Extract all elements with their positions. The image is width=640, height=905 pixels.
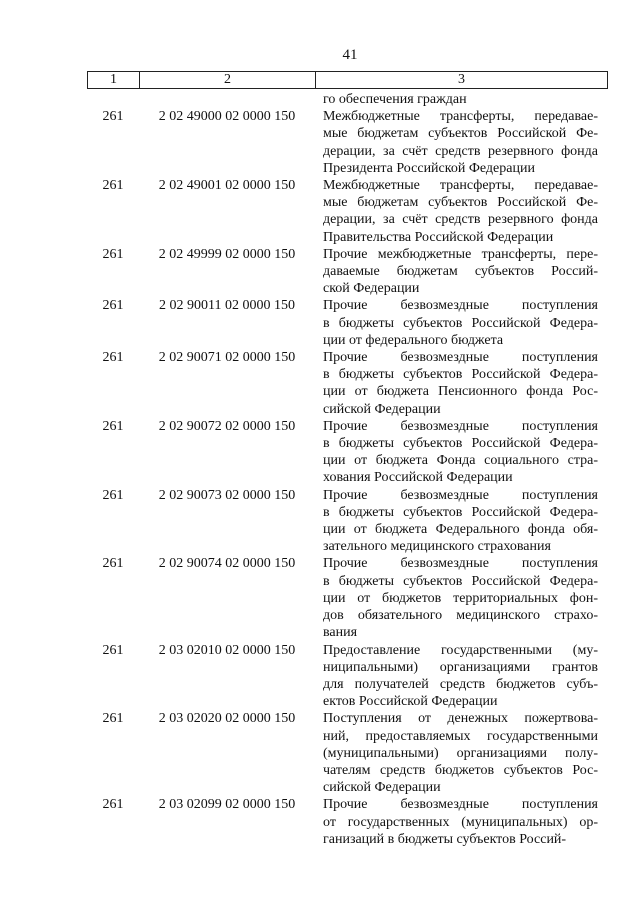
description-cell xyxy=(315,349,608,418)
admin-code-cell: 261 xyxy=(102,350,124,366)
description-line: Прочие безвозмездные поступления xyxy=(323,487,598,503)
table-body xyxy=(87,91,608,848)
description-line: (муниципальными) организациями полу- xyxy=(323,745,598,761)
description-cell xyxy=(315,796,608,848)
description-line: ниципальными) организациями грантов xyxy=(323,659,598,675)
description-line: дов обязательного медицинского страхо- xyxy=(323,608,598,624)
description-line: Прочие безвозмездные поступления xyxy=(323,418,598,434)
budget-code-cell: 2 02 90071 02 0000 150 xyxy=(158,350,296,366)
budget-code-cell: 2 03 02020 02 0000 150 xyxy=(158,711,296,727)
description-line: Прочие безвозмездные поступления xyxy=(323,298,598,314)
table-row xyxy=(87,246,608,298)
continuation-row xyxy=(87,91,608,108)
description-cell xyxy=(315,642,608,711)
description-line: ции от федерального бюджета xyxy=(323,332,504,348)
table-row xyxy=(87,418,608,487)
description-line: Межбюджетные трансферты, передавае- xyxy=(323,109,598,125)
description-line: Прочие межбюджетные трансферты, пере- xyxy=(323,246,598,262)
description-line: хования Российской Федерации xyxy=(323,470,513,486)
admin-code-cell: 261 xyxy=(102,246,124,262)
header-col-2: 2 xyxy=(140,72,316,88)
description-line: Президента Российской Федерации xyxy=(323,160,535,176)
description-line: ектов Российской Федерации xyxy=(323,694,498,710)
table-row xyxy=(87,487,608,556)
table-row xyxy=(87,642,608,711)
description-line: Прочие безвозмездные поступления xyxy=(323,350,598,366)
description-cell xyxy=(315,487,608,556)
admin-code-cell: 261 xyxy=(102,711,124,727)
budget-code-cell: 2 02 49999 02 0000 150 xyxy=(158,246,296,262)
description-cell xyxy=(315,246,608,298)
budget-code-cell: 2 02 90011 02 0000 150 xyxy=(159,298,295,314)
description-line: в бюджеты субъектов Российской Федера- xyxy=(323,504,598,520)
description-line: сийской Федерации xyxy=(323,780,441,796)
budget-code-cell: 2 02 49001 02 0000 150 xyxy=(158,178,296,194)
description-line: ганизаций в бюджеты субъектов Россий- xyxy=(323,831,567,847)
description-line: ции от бюджета Фонда социального стра- xyxy=(323,453,598,469)
description-line: Прочие безвозмездные поступления xyxy=(323,556,598,572)
table-row xyxy=(87,297,608,349)
description-line: мые бюджетам субъектов Российской Фе- xyxy=(323,195,598,211)
admin-code-cell: 261 xyxy=(102,298,124,314)
description-line: даваемые бюджетам субъектов Россий- xyxy=(323,264,598,280)
budget-code-cell: 2 02 90074 02 0000 150 xyxy=(158,556,296,572)
admin-code-cell: 261 xyxy=(102,556,124,572)
description-cell xyxy=(315,297,608,349)
description-line: сийской Федерации xyxy=(323,401,441,417)
description-line: дерации, за счёт средств резервного фонда xyxy=(323,143,598,159)
description-cell xyxy=(315,91,608,108)
table-row xyxy=(87,555,608,641)
page-number: 41 xyxy=(342,47,358,63)
description-line: мые бюджетам субъектов Российской Фе- xyxy=(323,126,598,142)
description-line: от государственных (муниципальных) ор- xyxy=(323,814,598,830)
table-row xyxy=(87,108,608,177)
header-col-3: 3 xyxy=(458,72,465,87)
budget-code-cell: 2 02 49000 02 0000 150 xyxy=(158,109,296,125)
description-line: дерации, за счёт средств резервного фонда xyxy=(323,212,598,228)
description-line: в бюджеты субъектов Российской Федера- xyxy=(323,367,598,383)
description-cell xyxy=(315,555,608,641)
table-row xyxy=(87,349,608,418)
description-line: для получателей средств бюджетов субъ- xyxy=(323,676,598,692)
table-row xyxy=(87,177,608,246)
description-cell xyxy=(315,108,608,177)
description-line: го обеспечения граждан xyxy=(323,92,467,107)
description-line: Предоставление государственными (му- xyxy=(323,642,598,658)
description-line: в бюджеты субъектов Российской Федера- xyxy=(323,573,598,589)
admin-code-cell: 261 xyxy=(102,418,124,434)
description-line: Межбюджетные трансферты, передавае- xyxy=(323,178,598,194)
admin-code-cell: 261 xyxy=(102,109,124,125)
table-header xyxy=(87,71,608,89)
admin-code-cell: 261 xyxy=(102,487,124,503)
budget-code-cell: 2 03 02010 02 0000 150 xyxy=(158,642,296,658)
description-line: Поступления от денежных пожертвова- xyxy=(323,711,598,727)
budget-code-cell: 2 03 02099 02 0000 150 xyxy=(158,797,296,813)
description-line: ции от бюджета Пенсионного фонда Рос- xyxy=(323,384,598,400)
description-line: ний, предоставляемых государственными xyxy=(323,728,598,744)
budget-code-cell: 2 02 90072 02 0000 150 xyxy=(158,418,296,434)
header-col-1: 1 xyxy=(88,72,140,88)
description-line: в бюджеты субъектов Российской Федера- xyxy=(323,315,598,331)
table-row xyxy=(87,710,608,796)
description-line: вания xyxy=(323,625,358,641)
budget-code-cell: 2 02 90073 02 0000 150 xyxy=(158,487,296,503)
description-line: ской Федерации xyxy=(323,281,420,297)
description-line: зательного медицинского страхования xyxy=(323,539,551,555)
table-row xyxy=(87,796,608,848)
description-cell xyxy=(315,177,608,246)
description-line: чателям средств бюджетов субъектов Рос- xyxy=(323,762,598,778)
description-cell xyxy=(315,710,608,796)
description-cell xyxy=(315,418,608,487)
admin-code-cell: 261 xyxy=(102,797,124,813)
description-line: ции от бюджета Федерального фонда обя- xyxy=(323,522,598,538)
description-line: Прочие безвозмездные поступления xyxy=(323,797,598,813)
admin-code-cell: 261 xyxy=(102,178,124,194)
description-line: Правительства Российской Федерации xyxy=(323,229,554,245)
admin-code-cell: 261 xyxy=(102,642,124,658)
description-line: в бюджеты субъектов Российской Федера- xyxy=(323,436,598,452)
description-line: ции от бюджетов территориальных фон- xyxy=(323,590,598,606)
